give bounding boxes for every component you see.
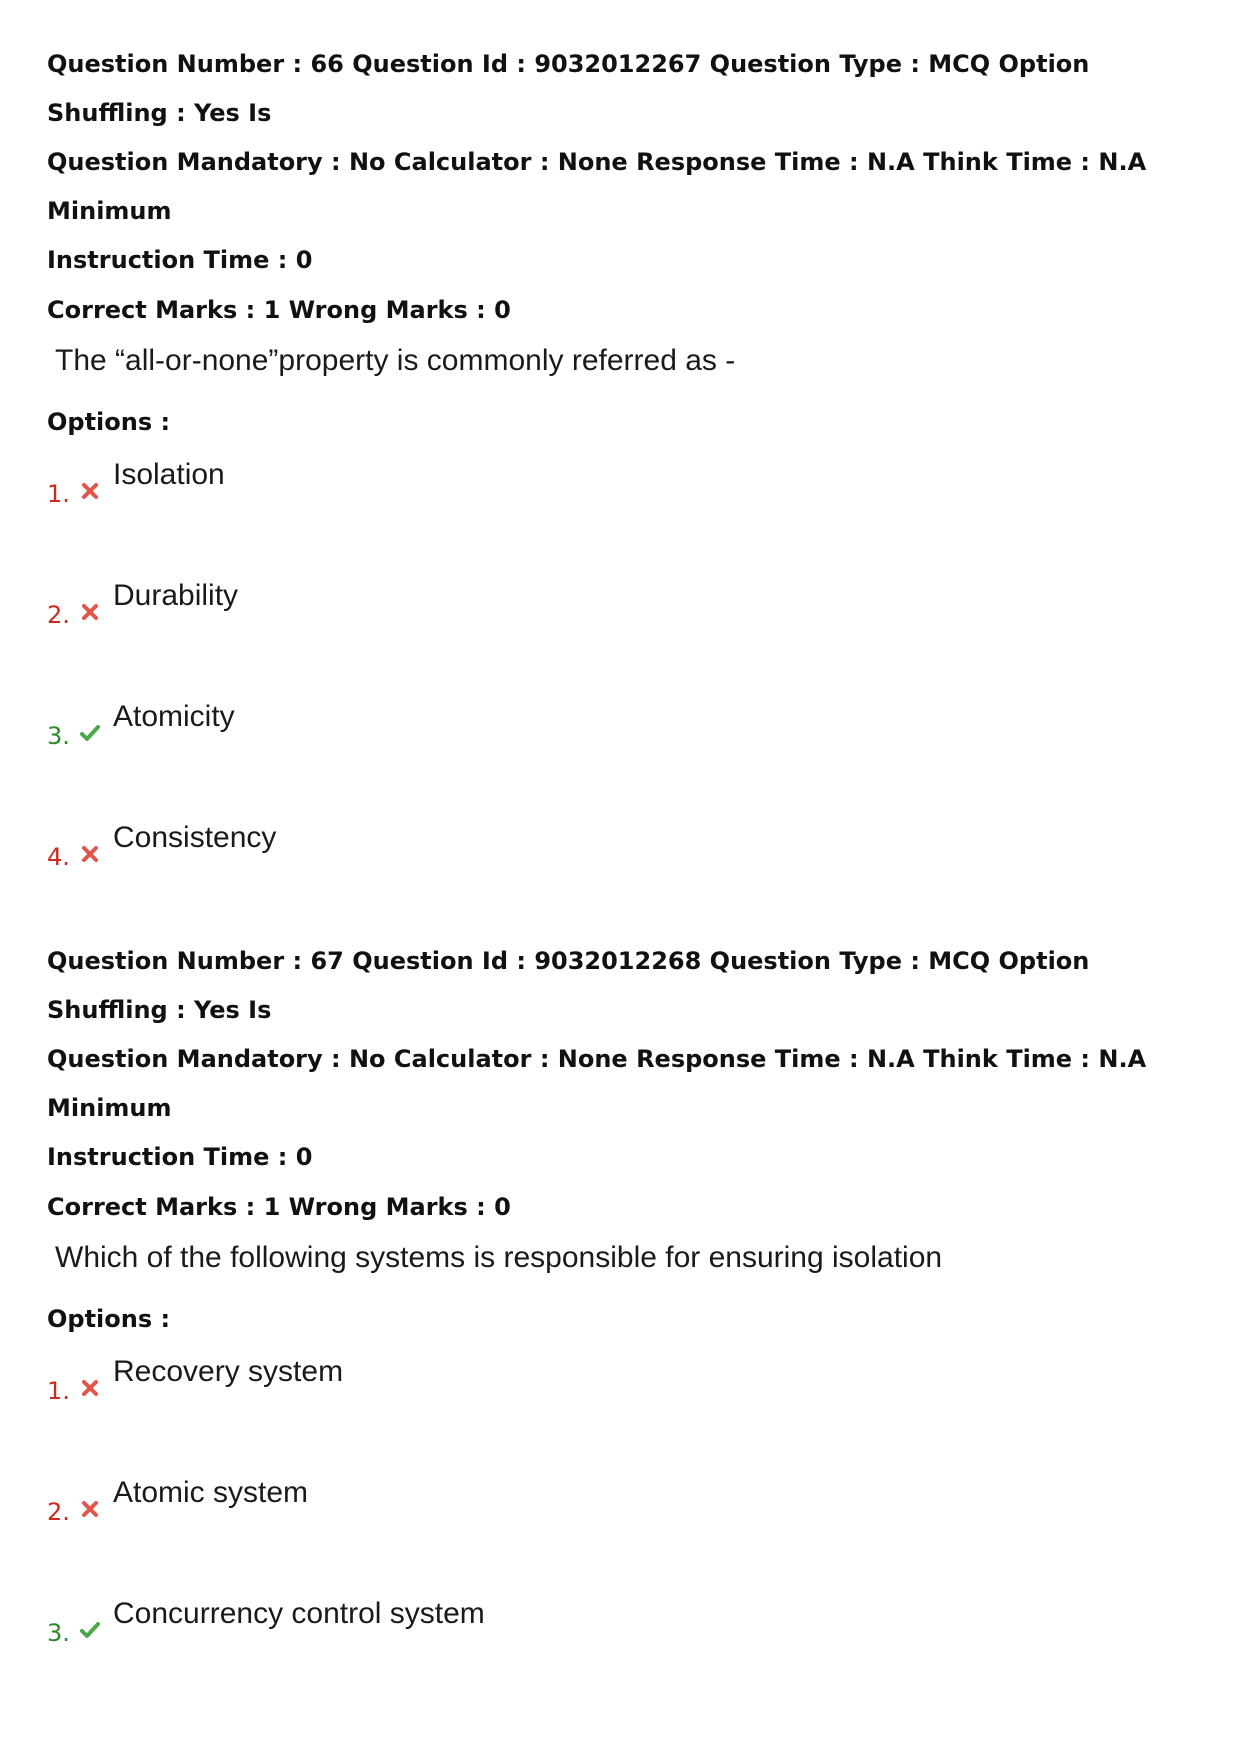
question-text: Which of the following systems is responsible for ensuring isolation — [55, 1241, 943, 1274]
check-icon — [80, 723, 100, 743]
cross-icon — [80, 1499, 100, 1519]
option-item — [47, 445, 1207, 566]
options-label: Options : — [47, 408, 171, 436]
option-text: Concurrency control system — [113, 1597, 485, 1630]
question-meta-line: Instruction Time : 0 — [47, 246, 313, 274]
option-number: 4. — [47, 843, 70, 871]
option-text: Isolation — [113, 458, 225, 491]
question-block — [47, 40, 1207, 929]
cross-icon — [80, 602, 100, 622]
question-meta-line: Question Number : 66 Question Id : 9032012267 Question Type : MCQ Option Shuffling : Yes Is — [47, 50, 1090, 127]
option-number: 3. — [47, 1619, 70, 1647]
option-item — [47, 1342, 1207, 1463]
option-number: 1. — [47, 480, 70, 508]
option-text: Durability — [113, 579, 239, 612]
option-number: 2. — [47, 601, 70, 629]
question-marks: Correct Marks : 1 Wrong Marks : 0 — [47, 296, 511, 324]
options-list — [47, 1342, 1207, 1705]
option-number: 1. — [47, 1377, 70, 1405]
option-text: Recovery system — [113, 1355, 344, 1388]
options-list — [47, 445, 1207, 929]
question-marks: Correct Marks : 1 Wrong Marks : 0 — [47, 1193, 511, 1221]
option-text: Atomicity — [113, 700, 235, 733]
question-block — [47, 937, 1207, 1705]
question-meta-line: Question Mandatory : No Calculator : None Response Time : N.A Think Time : N.A Minimum — [47, 148, 1147, 225]
question-meta-line: Instruction Time : 0 — [47, 1143, 313, 1171]
check-icon — [80, 1620, 100, 1640]
option-item — [47, 1584, 1207, 1705]
option-text: Atomic system — [113, 1476, 309, 1509]
option-item — [47, 687, 1207, 808]
option-item — [47, 808, 1207, 929]
option-number: 3. — [47, 722, 70, 750]
cross-icon — [80, 481, 100, 501]
question-meta-line: Question Mandatory : No Calculator : None Response Time : N.A Think Time : N.A Minimum — [47, 1045, 1147, 1122]
question-meta-line: Question Number : 67 Question Id : 9032012268 Question Type : MCQ Option Shuffling : Yes Is — [47, 947, 1090, 1024]
option-item — [47, 566, 1207, 687]
option-text: Consistency — [113, 821, 277, 854]
cross-icon — [80, 1378, 100, 1398]
cross-icon — [80, 844, 100, 864]
option-number: 2. — [47, 1498, 70, 1526]
question-text: The “all-or-none”property is commonly referred as - — [55, 344, 736, 377]
options-label: Options : — [47, 1305, 171, 1333]
option-item — [47, 1463, 1207, 1584]
